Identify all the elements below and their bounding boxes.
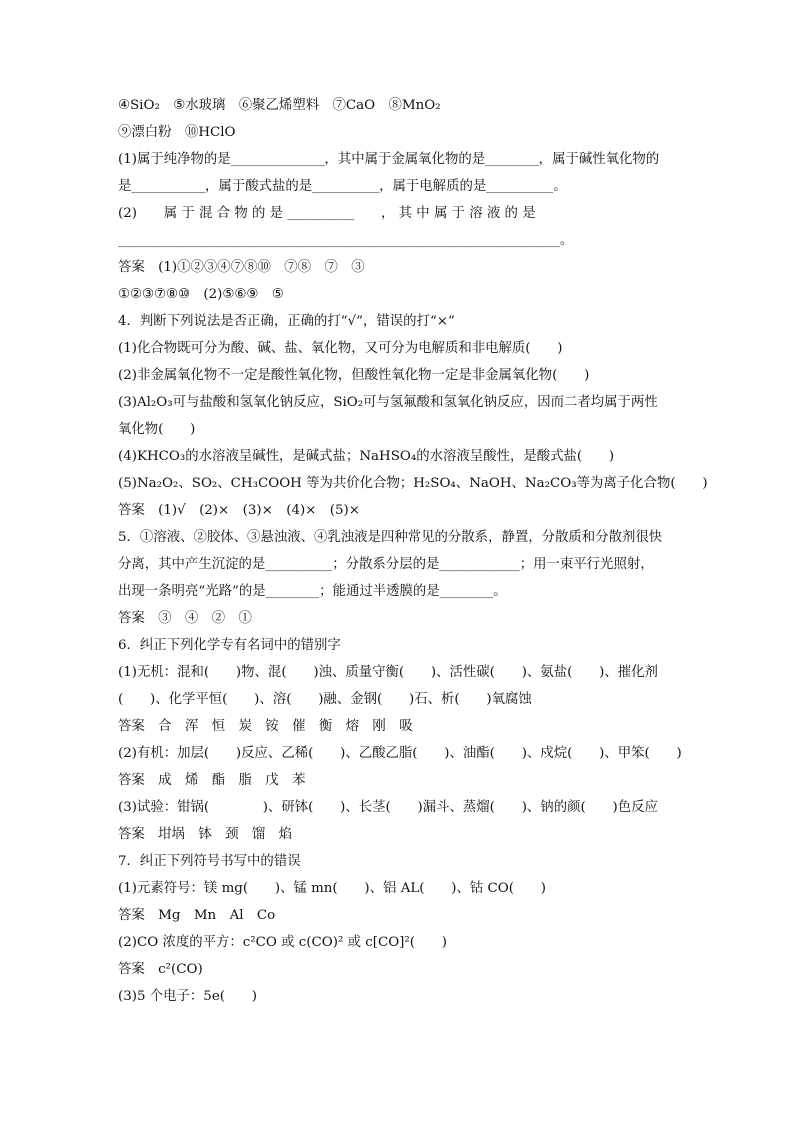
text-line: ④SiO₂ ⑤水玻璃 ⑥聚乙烯塑料 ⑦CaO ⑧MnO₂ <box>118 98 441 113</box>
text-line: (3)试验：钳锅( )、研钵( )、长茎( )漏斗、蒸熘( )、钠的颜( )色反应 <box>118 800 658 815</box>
question-heading: 4．判断下列说法是否正确，正确的打“√”，错误的打“×” <box>118 314 455 329</box>
answer-line: 答案 成 烯 酯 脂 戊 苯 <box>118 773 306 788</box>
text-line: 氧化物( ) <box>118 422 196 437</box>
text-line: (3)Al₂O₃可与盐酸和氢氧化钠反应，SiO₂可与氢氟酸和氢氧化钠反应，因而二者均属于两性 <box>118 395 658 410</box>
text-line: ⑨漂白粉 ⑩HClO <box>118 125 236 140</box>
question-heading: 6．纠正下列化学专有名词中的错别字 <box>118 638 341 653</box>
text-line: (2) 属 于 混 合 物 的 是 __________ ， 其 中 属 于 溶 液 的 是 <box>118 206 536 221</box>
answer-line: 答案 合 浑 恒 炭 铵 催 衡 熔 刚 吸 <box>118 719 413 734</box>
text-line: ( )、化学平恒( )、溶( )融、金钢( )石、析( )氧腐蚀 <box>118 692 532 707</box>
answer-line: 答案 Mg Mn Al Co <box>118 908 276 923</box>
answer-line: 答案 ③ ④ ② ① <box>118 611 252 626</box>
question-heading: 5．①溶液、②胶体、③悬浊液、④乳浊液是四种常见的分散系，静置，分散质和分散剂很快 <box>118 530 663 545</box>
text-line: (4)KHCO₃的水溶液呈碱性，是碱式盐；NaHSO₄的水溶液呈酸性，是酸式盐( ) <box>118 449 615 464</box>
text-line: (2)CO 浓度的平方：c²CO 或 c(CO)² 或 c[CO]²( ) <box>118 935 447 950</box>
answer-line: ①②③⑦⑧⑩ (2)⑤⑥⑨ ⑤ <box>118 287 284 302</box>
text-line: 是___________，属于酸式盐的是__________，属于电解质的是__________。 <box>118 179 567 194</box>
text-line: (1)无机：混和( )物、混( )浊、质量守衡( )、活性碳( )、氨盐( )、摧化剂 <box>118 665 658 680</box>
text-line: 分离，其中产生沉淀的是__________；分散系分层的是____________；用一束平行光照射， <box>118 557 654 572</box>
text-line: __________________________________________________________________。 <box>118 233 574 248</box>
text-line: (2)非金属氧化物不一定是酸性氧化物，但酸性氧化物一定是非金属氧化物( ) <box>118 368 590 383</box>
answer-line: 答案 坩埚 钵 颈 馏 焰 <box>118 827 293 842</box>
text-line: (1)化合物既可分为酸、碱、盐、氧化物，又可分为电解质和非电解质( ) <box>118 341 563 356</box>
text-line: (1)属于纯净物的是______________，其中属于金属氧化物的是________，属于碱性氧化物的 <box>118 152 660 167</box>
answer-line: 答案 (1)①②③④⑦⑧⑩ ⑦⑧ ⑦ ③ <box>118 260 365 275</box>
text-line: (5)Na₂O₂、SO₂、CH₃COOH 等为共价化合物；H₂SO₄、NaOH、Na₂CO₃等为离子化合物( ) <box>118 476 708 491</box>
document-page <box>118 92 708 1010</box>
answer-line: 答案 c²(CO) <box>118 962 203 977</box>
question-heading: 7．纠正下列符号书写中的错误 <box>118 854 301 869</box>
text-line: (1)元素符号：镁 mg( )、锰 mn( )、铝 AL( )、钴 CO( ) <box>118 881 546 896</box>
text-line: 出现一条明亮“光路”的是________；能通过半透膜的是________。 <box>118 584 507 599</box>
answer-line: 答案 (1)√ (2)× (3)× (4)× (5)× <box>118 503 360 518</box>
text-line: (2)有机：加层( )反应、乙稀( )、乙酸乙脂( )、油酯( )、戍烷( )、甲笨( ) <box>118 746 682 761</box>
text-line: (3)5 个电子：5e( ) <box>118 989 257 1004</box>
